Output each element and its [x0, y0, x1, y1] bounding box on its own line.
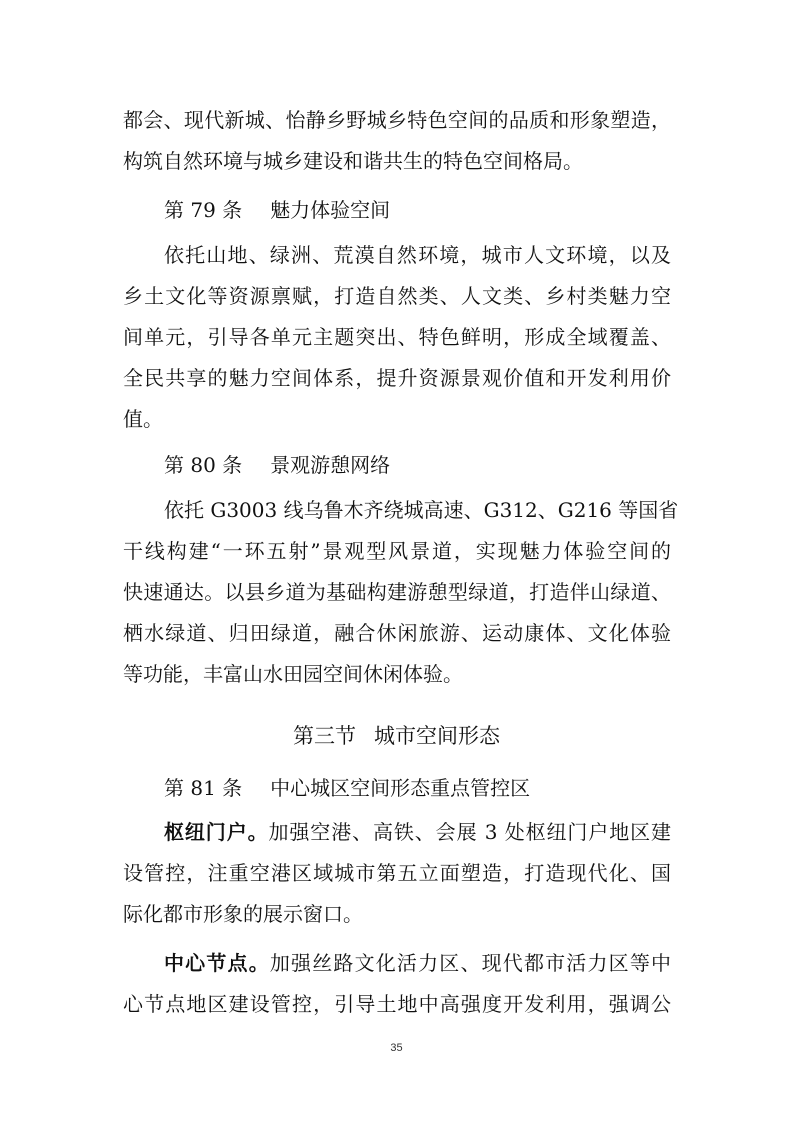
article-title: 中心城区空间形态重点管控区 — [270, 776, 531, 800]
hub-paragraph-first-line — [0, 822, 671, 842]
paragraph-line: 际化都市形象的展示窗口。 — [123, 902, 363, 926]
paragraph-line: 全民共享的魅力空间体系，提升资源景观价值和开发利用价 — [123, 366, 671, 390]
page-number: 35 — [390, 1042, 403, 1054]
article-title: 魅力体验空间 — [270, 198, 391, 222]
paragraph-line: 间单元，引导各单元主题突出、特色鲜明，形成全域覆盖、 — [123, 325, 671, 349]
hub-text: 加强空港、高铁、会展 3 处枢纽门户地区建 — [268, 820, 671, 844]
paragraph-line: 心节点地区建设管控，引导土地中高强度开发利用，强调公 — [123, 992, 671, 1016]
paragraph-line: 乡土文化等资源禀赋，打造自然类、人文类、乡村类魅力空 — [123, 284, 671, 308]
paragraph-line: 等功能，丰富山水田园空间休闲体验。 — [123, 662, 463, 686]
paragraph-line: 栖水绿道、归田绿道，融合休闲旅游、运动康体、文化体验 — [123, 621, 671, 645]
paragraph-line: 快速通达。以县乡道为基础构建游憩型绿道，打造伴山绿道、 — [123, 580, 671, 604]
article-79-heading — [0, 200, 793, 220]
hub-lead: 枢纽门户。 — [164, 820, 269, 844]
paragraph-line: 依托山地、绿洲、荒漠自然环境，城市人文环境，以及 — [164, 243, 671, 267]
center-lead: 中心节点。 — [164, 951, 270, 975]
article-number: 第 80 条 — [164, 453, 243, 477]
article-81-heading — [0, 778, 793, 798]
center-paragraph-first-line — [0, 953, 671, 973]
paragraph-line: 构筑自然环境与城乡建设和谐共生的特色空间格局。 — [123, 149, 583, 173]
paragraph-line: 设管控，注重空港区域城市第五立面塑造，打造现代化、国 — [123, 861, 671, 885]
section-heading — [0, 726, 793, 747]
article-title: 景观游憩网络 — [270, 453, 391, 477]
center-text: 加强丝路文化活力区、现代都市活力区等中 — [269, 951, 672, 975]
paragraph-line: 值。 — [123, 407, 163, 431]
section-number: 第三节 — [293, 724, 356, 748]
paragraph-line: 依托 G3003 线乌鲁木齐绕城高速、G312、G216 等国省 — [164, 498, 679, 522]
article-80-heading — [0, 455, 793, 475]
section-title: 城市空间形态 — [374, 724, 500, 748]
paragraph-line: 干线构建“一环五射”景观型风景道，实现魅力体验空间的 — [123, 539, 671, 563]
article-number: 第 81 条 — [164, 776, 243, 800]
article-number: 第 79 条 — [164, 198, 243, 222]
paragraph-line: 都会、现代新城、怡静乡野城乡特色空间的品质和形象塑造， — [123, 108, 671, 132]
